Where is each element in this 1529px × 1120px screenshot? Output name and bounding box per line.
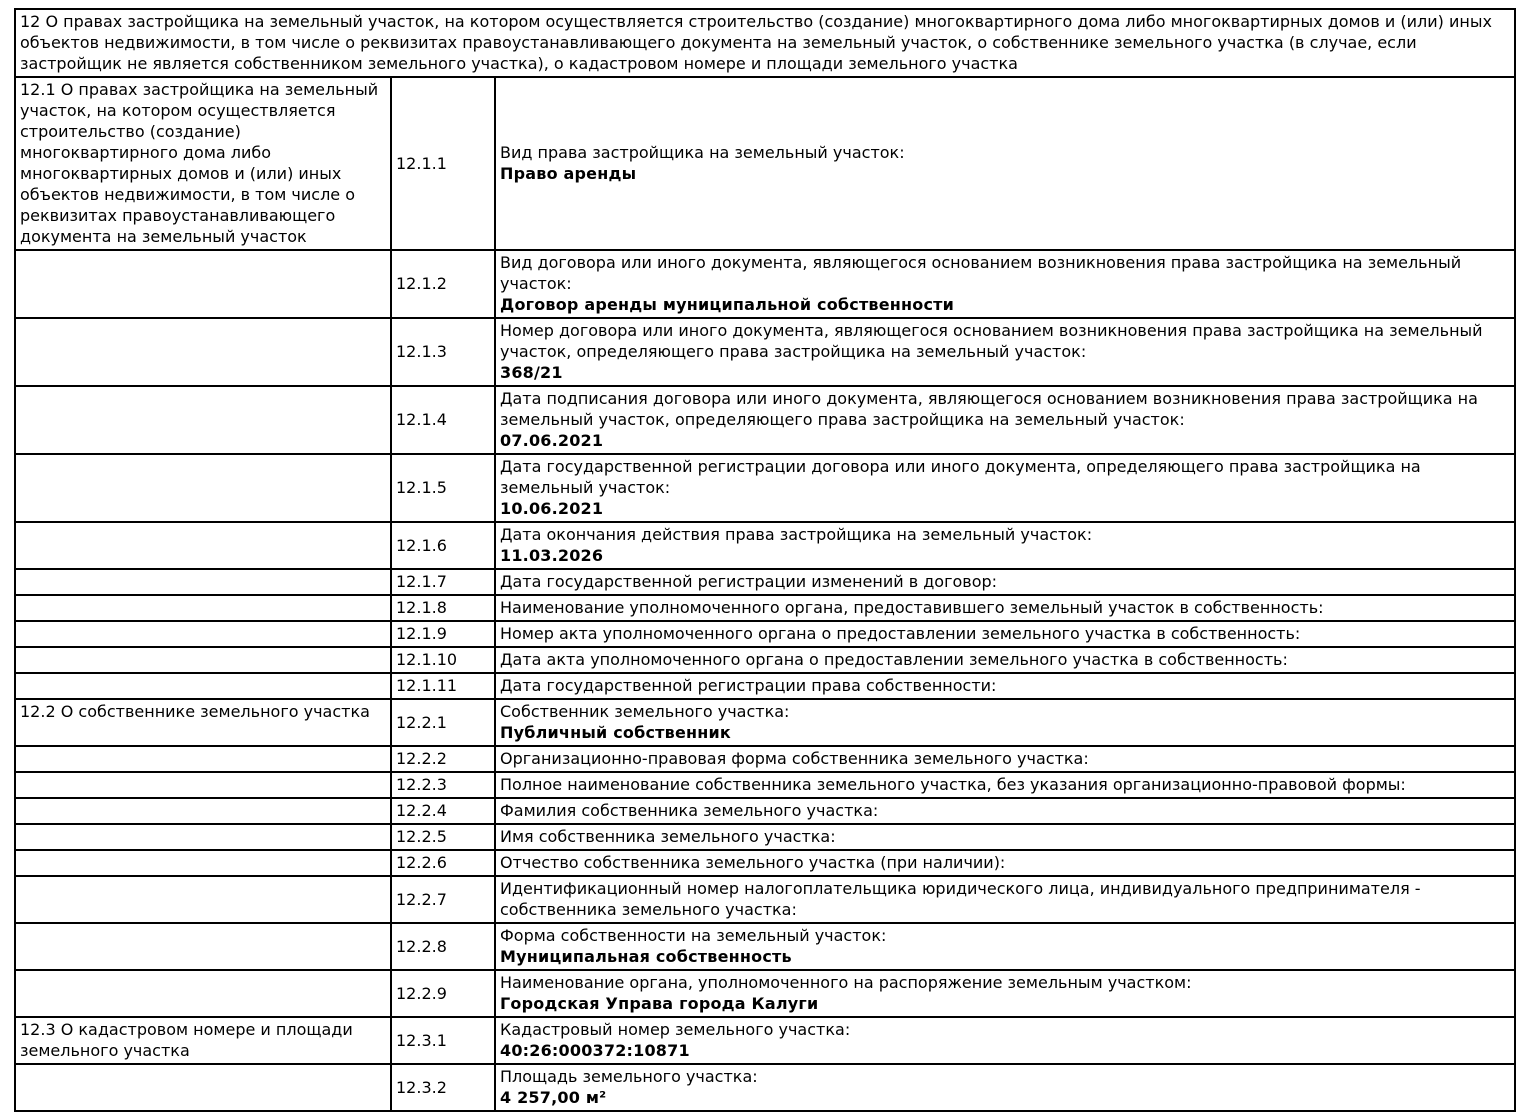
section-12-header: 12 О правах застройщика на земельный участок, на котором осуществляется строительство (создание) многоквартирного дома либо многоквартирных домов и (или) иных объектов недвижимости, в том числе о реквизитах правоустанавливающего документа на земельный участок, о собственнике земельного участка (в случае, если застройщик не является собственником земельного участка), о кадастровом номере и площади земельного участка bbox=[15, 9, 1515, 77]
field-value: Право аренды bbox=[500, 164, 637, 183]
row-content-cell bbox=[495, 923, 1515, 970]
field-label: Отчество собственника земельного участка (при наличии): bbox=[500, 853, 1006, 872]
row-number-cell: 12.1.2 bbox=[391, 250, 495, 318]
row-content-cell bbox=[495, 798, 1515, 824]
field-label: Вид договора или иного документа, являющегося основанием возникновения права застройщика на земельный участок: bbox=[500, 253, 1462, 293]
row-content-cell bbox=[495, 454, 1515, 522]
table-row bbox=[15, 621, 1515, 647]
table-row bbox=[15, 522, 1515, 569]
field-label: Дата государственной регистрации договора или иного документа, определяющего права застройщика на земельный участок: bbox=[500, 457, 1421, 497]
section-header-row bbox=[15, 9, 1515, 77]
field-label: Наименование уполномоченного органа, предоставившего земельный участок в собственность: bbox=[500, 598, 1324, 617]
row-content-cell bbox=[495, 1064, 1515, 1111]
row-content-cell bbox=[495, 318, 1515, 386]
group-label-cell bbox=[15, 876, 391, 923]
table-row bbox=[15, 386, 1515, 454]
row-content-cell bbox=[495, 970, 1515, 1017]
table-row bbox=[15, 647, 1515, 673]
field-value: 10.06.2021 bbox=[500, 499, 604, 518]
table-row bbox=[15, 923, 1515, 970]
row-content-cell bbox=[495, 824, 1515, 850]
field-label: Фамилия собственника земельного участка: bbox=[500, 801, 879, 820]
row-content-cell bbox=[495, 699, 1515, 746]
field-value: 11.03.2026 bbox=[500, 546, 604, 565]
row-number-cell: 12.1.11 bbox=[391, 673, 495, 699]
group-label-cell bbox=[15, 798, 391, 824]
field-label: Дата окончания действия права застройщика на земельный участок: bbox=[500, 525, 1093, 544]
group-label-cell bbox=[15, 621, 391, 647]
group-label-cell bbox=[15, 772, 391, 798]
group-label-cell bbox=[15, 454, 391, 522]
row-content-cell bbox=[495, 621, 1515, 647]
row-number-cell: 12.1.3 bbox=[391, 318, 495, 386]
row-number-cell: 12.1.1 bbox=[391, 77, 495, 250]
group-label-cell: 12.3 О кадастровом номере и площади земельного участка bbox=[15, 1017, 391, 1064]
field-value: Городская Управа города Калуги bbox=[500, 994, 819, 1013]
field-label: Собственник земельного участка: bbox=[500, 702, 790, 721]
field-label: Полное наименование собственника земельного участка, без указания организационно-правовой формы: bbox=[500, 775, 1406, 794]
field-label: Номер договора или иного документа, являющегося основанием возникновения права застройщика на земельный участок, определяющего права застройщика на земельный участок: bbox=[500, 321, 1483, 361]
group-label-cell bbox=[15, 673, 391, 699]
group-label-cell bbox=[15, 824, 391, 850]
table-row bbox=[15, 824, 1515, 850]
field-value: Договор аренды муниципальной собственности bbox=[500, 295, 955, 314]
field-value: Публичный собственник bbox=[500, 723, 731, 742]
field-label: Дата акта уполномоченного органа о предоставлении земельного участка в собственность: bbox=[500, 650, 1288, 669]
row-number-cell: 12.1.5 bbox=[391, 454, 495, 522]
table-row bbox=[15, 454, 1515, 522]
row-number-cell: 12.2.9 bbox=[391, 970, 495, 1017]
row-content-cell bbox=[495, 647, 1515, 673]
table-row bbox=[15, 798, 1515, 824]
row-number-cell: 12.3.1 bbox=[391, 1017, 495, 1064]
group-label-cell bbox=[15, 522, 391, 569]
field-value: 4 257,00 м² bbox=[500, 1088, 607, 1107]
row-number-cell: 12.2.4 bbox=[391, 798, 495, 824]
field-label: Наименование органа, уполномоченного на распоряжение земельным участком: bbox=[500, 973, 1192, 992]
table-row bbox=[15, 1064, 1515, 1111]
declaration-table bbox=[14, 8, 1516, 1112]
group-label-cell: 12.1 О правах застройщика на земельный участок, на котором осуществляется строительство (создание) многоквартирного дома либо многоквартирных домов и (или) иных объектов недвижимости, в том числе о реквизитах правоустанавливающего документа на земельный участок bbox=[15, 77, 391, 250]
group-label-cell bbox=[15, 595, 391, 621]
field-value: Муниципальная собственность bbox=[500, 947, 792, 966]
row-number-cell: 12.1.9 bbox=[391, 621, 495, 647]
row-number-cell: 12.1.6 bbox=[391, 522, 495, 569]
row-number-cell: 12.2.3 bbox=[391, 772, 495, 798]
table-row bbox=[15, 595, 1515, 621]
row-content-cell bbox=[495, 569, 1515, 595]
table-row bbox=[15, 699, 1515, 746]
row-number-cell: 12.1.8 bbox=[391, 595, 495, 621]
group-label-cell: 12.2 О собственнике земельного участка bbox=[15, 699, 391, 746]
row-number-cell: 12.2.6 bbox=[391, 850, 495, 876]
row-number-cell: 12.2.5 bbox=[391, 824, 495, 850]
group-label-cell bbox=[15, 923, 391, 970]
row-content-cell bbox=[495, 673, 1515, 699]
field-label: Организационно-правовая форма собственника земельного участка: bbox=[500, 749, 1089, 768]
row-content-cell bbox=[495, 850, 1515, 876]
group-label-cell bbox=[15, 569, 391, 595]
field-label: Форма собственности на земельный участок: bbox=[500, 926, 887, 945]
table-row bbox=[15, 250, 1515, 318]
row-content-cell bbox=[495, 522, 1515, 569]
table-row bbox=[15, 569, 1515, 595]
group-label-cell bbox=[15, 850, 391, 876]
field-value: 368/21 bbox=[500, 363, 563, 382]
table-row bbox=[15, 876, 1515, 923]
row-content-cell bbox=[495, 77, 1515, 250]
table-row bbox=[15, 970, 1515, 1017]
row-content-cell bbox=[495, 595, 1515, 621]
field-value: 07.06.2021 bbox=[500, 431, 604, 450]
table-row bbox=[15, 318, 1515, 386]
row-number-cell: 12.2.7 bbox=[391, 876, 495, 923]
field-label: Дата государственной регистрации права собственности: bbox=[500, 676, 997, 695]
field-label: Номер акта уполномоченного органа о предоставлении земельного участка в собственность: bbox=[500, 624, 1301, 643]
field-label: Дата государственной регистрации изменений в договор: bbox=[500, 572, 998, 591]
group-label-cell bbox=[15, 250, 391, 318]
table-row bbox=[15, 850, 1515, 876]
group-label-cell bbox=[15, 970, 391, 1017]
table-row bbox=[15, 1017, 1515, 1064]
table-row bbox=[15, 673, 1515, 699]
row-number-cell: 12.1.10 bbox=[391, 647, 495, 673]
row-content-cell bbox=[495, 746, 1515, 772]
row-number-cell: 12.1.7 bbox=[391, 569, 495, 595]
field-label: Вид права застройщика на земельный участок: bbox=[500, 143, 905, 162]
group-label-cell bbox=[15, 746, 391, 772]
row-number-cell: 12.2.1 bbox=[391, 699, 495, 746]
row-number-cell: 12.2.2 bbox=[391, 746, 495, 772]
row-content-cell bbox=[495, 876, 1515, 923]
field-label: Кадастровый номер земельного участка: bbox=[500, 1020, 851, 1039]
table-row bbox=[15, 746, 1515, 772]
row-number-cell: 12.1.4 bbox=[391, 386, 495, 454]
row-content-cell bbox=[495, 1017, 1515, 1064]
table-row bbox=[15, 772, 1515, 798]
field-label: Площадь земельного участка: bbox=[500, 1067, 758, 1086]
row-content-cell bbox=[495, 250, 1515, 318]
field-label: Дата подписания договора или иного документа, являющегося основанием возникновения права застройщика на земельный участок, определяющего права застройщика на земельный участок: bbox=[500, 389, 1478, 429]
row-content-cell bbox=[495, 772, 1515, 798]
group-label-cell bbox=[15, 386, 391, 454]
field-label: Имя собственника земельного участка: bbox=[500, 827, 836, 846]
group-label-cell bbox=[15, 1064, 391, 1111]
field-value: 40:26:000372:10871 bbox=[500, 1041, 690, 1060]
row-content-cell bbox=[495, 386, 1515, 454]
row-number-cell: 12.2.8 bbox=[391, 923, 495, 970]
group-label-cell bbox=[15, 647, 391, 673]
field-label: Идентификационный номер налогоплательщика юридического лица, индивидуального предпринимателя - собственника земельного участка: bbox=[500, 879, 1421, 919]
row-number-cell: 12.3.2 bbox=[391, 1064, 495, 1111]
group-label-cell bbox=[15, 318, 391, 386]
table-row bbox=[15, 77, 1515, 250]
